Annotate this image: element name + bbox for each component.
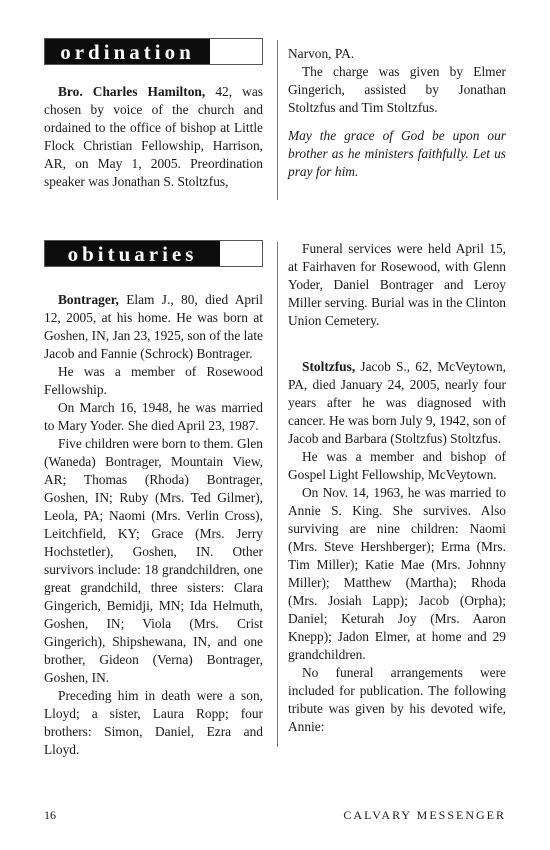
obituary-bontrager-survivors: Five children were born to them. Glen (Waneda) Bontrager, Mountain View, AR; Thomas (Rhoda) Bontrager, Goshen, IN; Ruby (Mrs. Ted Gilmer), Leola, PA; Naomi (Mrs. Verlin Cross), Leitchfield, KY; Grace (Mrs. Jerry Hochstetler), Goshen, IN. Other survivors include: 18 grandchildren, one great grandchild, three sisters: Clara Gingerich, Bemidji, MN; Ida Helmuth, Goshen, IN; Viola (Mrs. Crist Gingerich), Shipshewana, IN, and one brother, Gideon (Verna) Bontrager, Goshen, IN. — [44, 436, 263, 685]
ordination-heading: ordination — [45, 39, 210, 64]
ordination-charge: The charge was given by Elmer Gingerich, assisted by Jonathan Stoltzfus and Tim Stoltzfus. — [288, 64, 506, 115]
obituary-stoltzfus-membership: He was a member and bishop of Gospel Light Fellowship, McVeytown. — [288, 449, 506, 482]
obituary-stoltzfus-name: Stoltzfus, — [302, 359, 356, 374]
ordination-continued: Narvon, PA. — [288, 46, 355, 61]
column-divider-bottom — [277, 242, 278, 747]
ordination-paragraph: Bro. Charles Hamilton, 42, was chosen by voice of the church and ordained to the office of bishop at Little Flock Christian Fellowship, Harrison, AR, on May 1, 2005. Preordination speaker was Jonathan S. Stoltzfus, — [44, 84, 263, 189]
ordination-left-column — [44, 83, 263, 191]
obituary-stoltzfus-survivors: On Nov. 14, 1963, he was married to Annie S. King. She survives. Also surviving are nine children: Naomi (Mrs. Steve Hershberger); Erma (Mrs. Tim Miller); Katie Mae (Mrs. Johnny Miller); Matthew (Martha); Rhoda (Mrs. Josiah Lapp); Jacob (Orpha); Daniel; Keturah Joy (Mrs. Aaron Knepp); Jadon Elmer, at home and 29 grandchildren. — [288, 485, 506, 662]
ordination-right-column — [288, 45, 506, 181]
obituary-bontrager-membership: He was a member of Rosewood Fellowship. — [44, 364, 263, 397]
obituary-bontrager-name: Bontrager, — [58, 292, 119, 307]
obituary-bontrager-intro: Bontrager, Elam J., 80, died April 12, 2005, at his home. He was born at Goshen, IN, Jan 23, 1925, son of the late Jacob and Fannie (Schrock) Bontrager. — [44, 292, 263, 361]
publication-name: CALVARY MESSENGER — [343, 808, 506, 822]
obituaries-heading: obituaries — [45, 241, 220, 266]
obituaries-header — [44, 240, 263, 267]
obituary-bontrager-funeral: Funeral services were held April 15, at Fairhaven for Rosewood, with Glenn Yoder, Daniel Bontrager and Leroy Miller serving. Burial was in the Clinton Union Cemetery. — [288, 241, 506, 328]
obituary-stoltzfus-intro: Stoltzfus, Jacob S., 62, McVeytown, PA, died January 24, 2005, nearly four years after he was diagnosed with cancer. He was born July 9, 1942, son of Jacob and Barbara (Stoltzfus) Stoltzfus. — [288, 359, 506, 446]
obituary-stoltzfus-tribute-intro: No funeral arrangements were included for publication. The following tribute was given by his devoted wife, Annie: — [288, 665, 506, 734]
obituaries-right-column — [288, 240, 506, 736]
ordination-name: Bro. Charles Hamilton, — [58, 84, 206, 99]
obituary-bontrager-marriage: On March 16, 1948, he was married to Mary Yoder. She died April 23, 1987. — [44, 400, 263, 433]
column-divider-top — [277, 40, 278, 200]
obituary-bontrager-preceded: Preceding him in death were a son, Lloyd; a sister, Laura Ropp; four brothers: Simon, Daniel, Ezra and Lloyd. — [44, 688, 263, 757]
page-number: 16 — [44, 808, 56, 822]
ordination-blessing: May the grace of God be upon our brother as he ministers faithfully. Let us pray for him. — [288, 128, 506, 179]
obituaries-left-column — [44, 291, 263, 759]
ordination-header — [44, 38, 263, 65]
